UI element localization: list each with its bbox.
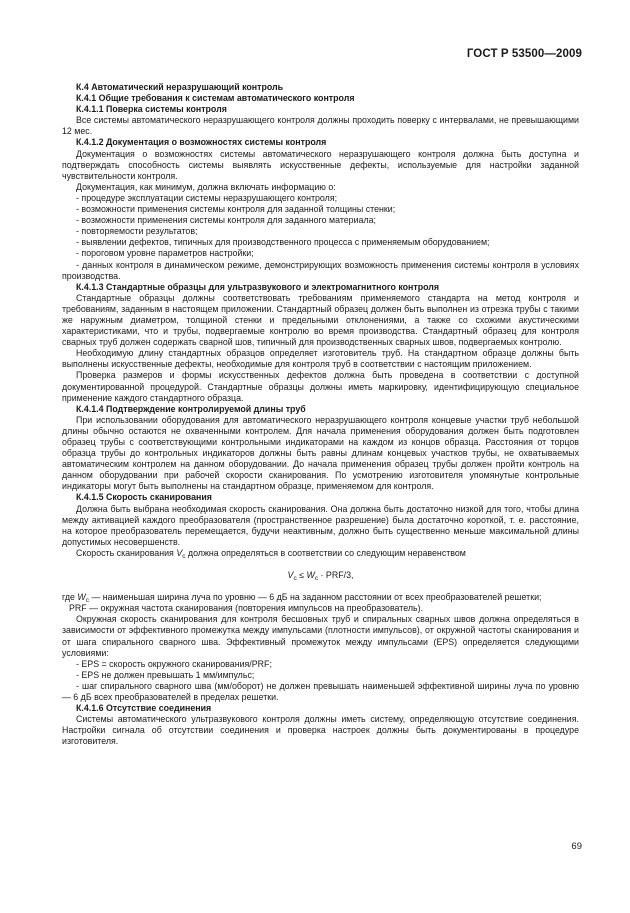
text-run: должна определяться в соответствии со следующим неравенством bbox=[185, 547, 466, 558]
section-heading-k416: К.4.1.6 Отсутствие соединения bbox=[76, 703, 212, 714]
list-item: - данных контроля в динамическом режиме, демонстрирующих возможность применения системы контроля в условиях производства. bbox=[62, 259, 579, 281]
list-item: - EPS = скорость окружного сканирования/PRF; bbox=[76, 658, 272, 669]
list-item: - шаг спирального сварного шва (мм/оборот) не должен превышать наименьшей эффективной ширины луча по уровню — 6 дБ всех преобразователей в пределах решетки. bbox=[62, 680, 579, 702]
page-content bbox=[62, 82, 579, 747]
list-item: - возможности применения системы контроля для заданной толщины стенки; bbox=[76, 204, 396, 215]
section-heading-k412: К.4.1.2 Документация о возможностях системы контроля bbox=[76, 137, 327, 148]
prf-definition: PRF — окружная частота сканирования (повторения импульсов на преобразователь). bbox=[69, 603, 424, 614]
paragraph: Все системы автоматического неразрушающего контроля должны проходить поверку с интервалами, не превышающими 12 мес. bbox=[62, 115, 579, 137]
symbol-w: W bbox=[77, 592, 86, 603]
section-heading-k413: К.4.1.3 Стандартные образцы для ультразвукового и электромагнитного контроля bbox=[76, 281, 440, 292]
paragraph: Окружная скорость сканирования для контроля бесшовных труб и спиральных сварных швов должна определяться в зависимости от эффективного промежутка между импульсами (плотности импульсов), от окружной частоты сканирования и от шага спирального сварного шва. Эффективный промежуток между импульсами (EPS) определяется следующими условиями: bbox=[62, 614, 579, 658]
paragraph: Документация, как минимум, должна включать информацию о: bbox=[76, 181, 336, 192]
text-run: Скорость сканирования bbox=[76, 547, 177, 558]
paragraph: Должна быть выбрана необходимая скорость сканирования. Она должна быть достаточно низкой для того, чтобы длина между активацией каждого преобразователя (пространственное разрешение) была достаточно короткой, т. е. расстояние, на которое преобразователь перемещается, будучи неактивным, должно быть существенно меньше максимальной длины допустимых несовершенств. bbox=[62, 503, 579, 547]
list-item: - пороговом уровне параметров настройки; bbox=[76, 248, 254, 259]
list-item: - повторяемости результатов; bbox=[76, 226, 198, 237]
section-heading-k41: К.4.1 Общие требования к системам автоматического контроля bbox=[76, 93, 355, 104]
paragraph-scan-speed bbox=[62, 548, 579, 559]
section-heading-k414: К.4.1.4 Подтверждение контролируемой длины труб bbox=[76, 403, 306, 414]
paragraph: Документация о возможностях системы автоматического неразрушающего контроля должна быть доступна и подтверждать способность системы выявлять искусственные дефекты, используемые для настройки заданной чувствительности контроля. bbox=[62, 148, 579, 181]
section-heading-k411: К.4.1.1 Поверка системы контроля bbox=[76, 104, 227, 115]
paragraph: Системы автоматического ультразвукового контроля должны иметь систему, определяющую отсутствие соединения. Настройки сигнала об отсутствии соединения и проверка настроек должны быть документированы в процедуре изготовителя. bbox=[62, 714, 579, 747]
paragraph: Стандартные образцы должны соответствовать требованиям применяемого стандарта на метод контроля и требованиям, заданным в настоящем приложении. Стандартный образец должен быть выполнен из отрезка трубы с такими же наружным диаметром, толщиной стенки и предельными отклонениями, а также со схожими акустическими характеристиками, что и трубы, подвергаемые контролю во время производства. Стандартный образец для контроля сварных труб должен содержать сварной шов, типичный для производственных сварных швов, подвергаемых контролю. bbox=[62, 292, 579, 348]
list-item: - возможности применения системы контроля для заданного материала; bbox=[76, 215, 376, 226]
symbol-w: W bbox=[306, 570, 315, 581]
symbol-v: V bbox=[287, 570, 294, 581]
symbol-v: V bbox=[176, 547, 183, 558]
text-run: — наименьшая ширина луча по уровню — 6 дБ на заданном расстоянии от всех преобразователей решетки; bbox=[88, 592, 542, 603]
subscript: c bbox=[182, 552, 186, 560]
paragraph: Проверка размеров и формы искусственных дефектов должна быть проведена в соответствии с доступной документированной процедурой. Стандартные образцы должны иметь маркировку, идентифицирующую специальное применение каждого стандартного образца. bbox=[62, 370, 579, 403]
where-clause bbox=[62, 592, 579, 603]
subscript: c bbox=[85, 597, 89, 605]
section-heading-k415: К.4.1.5 Скорость сканирования bbox=[76, 492, 212, 503]
list-item: - выявлении дефектов, типичных для производственного процесса с применяемым оборудованием; bbox=[76, 237, 490, 248]
page-number: 69 bbox=[571, 841, 582, 852]
formula bbox=[62, 570, 579, 581]
standard-number: ГОСТ Р 53500—2009 bbox=[466, 48, 582, 60]
list-item: - процедуре эксплуатации системы неразрушающего контроля; bbox=[76, 192, 338, 203]
text-run: · PRF/3, bbox=[318, 570, 354, 581]
operator: ≤ bbox=[296, 570, 307, 581]
section-heading-k4: К.4 Автоматический неразрушающий контроль bbox=[76, 82, 284, 92]
paragraph: При использовании оборудования для автоматического неразрушающего контроля концевые участки труб небольшой длины обычно остаются не охваченными контролем. Для начала применения оборудования должен быть подготовлен образец трубы с соответствующими контрольными индикаторами на каждом из концов образца. Расстояния от торцов образца трубы до контрольных индикаторов должны быть равны длинам концевых участков трубы, не охватываемых автоматическим контролем на данном оборудовании. До начала применения образец трубы должен пройти контроль на данном оборудовании при рабочей скорости сканирования. По усмотрению изготовителя упомянутые контрольные индикаторы могут быть выполнены на стандартном образце, применяемом для контроля. bbox=[62, 414, 579, 492]
subscript: c bbox=[293, 575, 297, 583]
paragraph: Необходимую длину стандартных образцов определяет изготовитель труб. На стандартном образце должны быть выполнены искусственные дефекты, необходимые для контроля труб в соответствии с настоящим приложением. bbox=[62, 348, 579, 370]
list-item: - EPS не должен превышать 1 мм/импульс; bbox=[76, 669, 255, 680]
text-run: где bbox=[62, 592, 78, 603]
subscript: c bbox=[314, 575, 319, 583]
